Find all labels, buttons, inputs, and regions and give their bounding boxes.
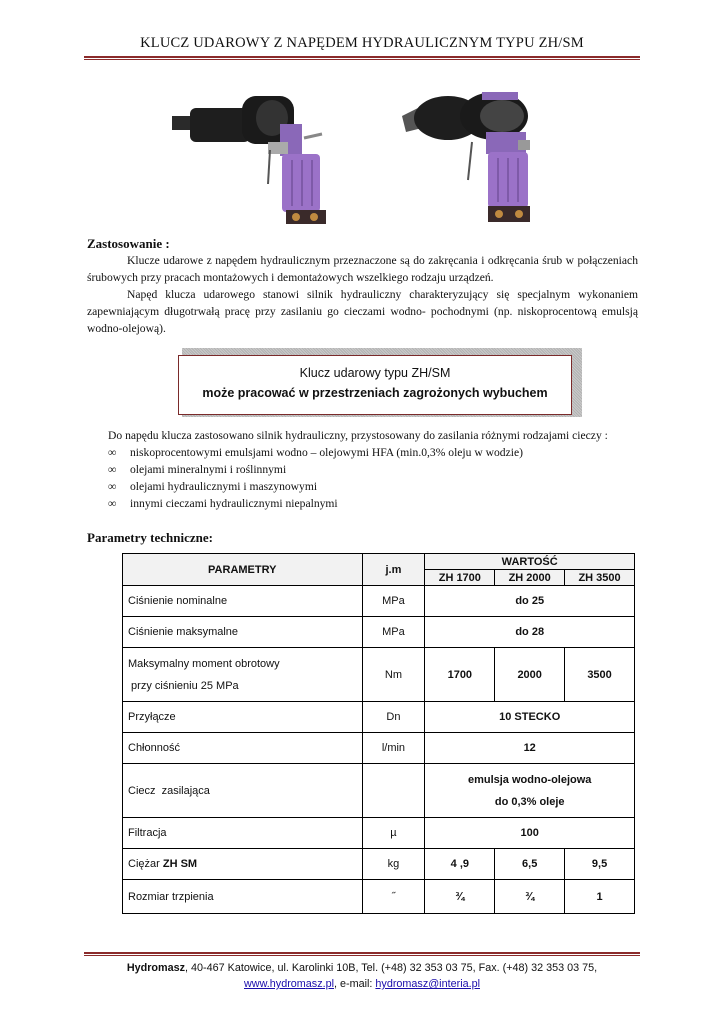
- param-unit: Nm: [362, 648, 425, 702]
- impact-wrench-perspective-image: [398, 88, 548, 228]
- bullet: ∞: [108, 446, 117, 459]
- param-name: Rozmiar trzpienia: [123, 880, 363, 914]
- bullet: ∞: [108, 497, 117, 510]
- footer-contact: www.hydromasz.pl, e-mail: hydromasz@interia.pl: [244, 978, 480, 990]
- param-value: 10 STECKO: [425, 702, 635, 733]
- param-unit: [362, 764, 425, 818]
- page-title: KLUCZ UDAROWY Z NAPĘDEM HYDRAULICZNYM TYPU ZH/SM: [140, 35, 584, 51]
- param-unit: µ: [362, 818, 425, 849]
- callout-line-2: może pracować w przestrzeniach zagrożonych wybuchem: [202, 386, 548, 400]
- footer-company: Hydromasz: [126, 962, 186, 974]
- list-item: ∞ olejami mineralnymi i roślinnymi: [108, 463, 287, 476]
- callout-box: [178, 355, 572, 415]
- table-row: [123, 818, 635, 849]
- param-value: 2000: [495, 648, 565, 702]
- param-unit: l/min: [362, 733, 425, 764]
- paragraph-text: Napęd klucza udarowego stanowi silnik hydrauliczny charakteryzujący się specjalnym wykonaniem zapewniającym długotrwałą pracę przy zasilaniu go cieczami wodno- pochodnymi (np. niskoprocentową emulsją wodno-olejową).: [87, 288, 638, 335]
- param-value: 9,5: [565, 849, 635, 880]
- header-rule-thin: [84, 59, 640, 60]
- param-value: 1700: [425, 648, 495, 702]
- param-value: 1: [565, 880, 635, 914]
- param-value: do 25: [425, 586, 635, 617]
- param-name: Maksymalny moment obrotowy przy ciśnieniu 25 MPa: [123, 648, 363, 702]
- footer-address: Hydromasz, 40-467 Katowice, ul. Karolinki 10B, Tel. (+48) 32 353 03 75, Fax. (+48) 32 353 03 75,: [126, 962, 598, 974]
- param-value: 12: [425, 733, 635, 764]
- param-value: 4 ,9: [425, 849, 495, 880]
- section-title-application: Zastosowanie :: [87, 236, 170, 251]
- footer-rule-thin: [84, 955, 640, 956]
- param-unit: kg: [362, 849, 425, 880]
- param-value: do 28: [425, 617, 635, 648]
- param-value: 6,5: [495, 849, 565, 880]
- param-name: Ciężar ZH SM: [123, 849, 363, 880]
- list-item: ∞ niskoprocentowymi emulsjami wodno – olejowymi HFA (min.0,3% oleju w wodzie): [108, 446, 523, 459]
- paragraph-application-2: [87, 286, 638, 337]
- param-unit: MPa: [362, 617, 425, 648]
- section-title-parameters: Parametry techniczne:: [87, 530, 213, 545]
- parameters-table: [122, 553, 635, 914]
- list-item: ∞ olejami hydraulicznymi i maszynowymi: [108, 480, 318, 493]
- table-row: [123, 764, 635, 818]
- param-value: ¾: [425, 880, 495, 914]
- param-name: Ciśnienie nominalne: [123, 586, 363, 617]
- header-rule: [84, 56, 640, 58]
- table-row: [123, 586, 635, 617]
- footer-rule: [84, 952, 640, 954]
- website-link[interactable]: www.hydromasz.pl: [244, 978, 335, 990]
- param-value: ¾: [495, 880, 565, 914]
- param-value: 3500: [565, 648, 635, 702]
- param-unit: ˝: [362, 880, 425, 914]
- param-name: Filtracja: [123, 818, 363, 849]
- paragraph-application-1: [87, 252, 638, 286]
- header-parameters: PARAMETRY: [123, 554, 363, 586]
- hose-connectors: [488, 206, 530, 222]
- email-link[interactable]: hydromasz@interia.pl: [375, 978, 480, 990]
- bullet: ∞: [108, 480, 117, 493]
- param-name: Przyłącze: [123, 702, 363, 733]
- paragraph-text: Klucze udarowe z napędem hydraulicznym przeznaczone są do zakręcania i odkręcania śrub w połączeniach śrubowych przy pracach montażowych i demontażowych wszelkiego rodzaju urządzeń.: [87, 254, 638, 284]
- param-name: Ciśnienie maksymalne: [123, 617, 363, 648]
- header-value: WARTOŚĆ: [425, 554, 635, 570]
- param-value: 100: [425, 818, 635, 849]
- table-row: [123, 849, 635, 880]
- table-row: [123, 702, 635, 733]
- header-model: ZH 2000: [495, 570, 565, 586]
- param-unit: MPa: [362, 586, 425, 617]
- fluids-intro: Do napędu klucza zastosowano silnik hydrauliczny, przystosowany do zasilania różnymi rodzajami cieczy :: [108, 429, 608, 442]
- param-name: Chłonność: [123, 733, 363, 764]
- header-model: ZH 3500: [565, 570, 635, 586]
- impact-wrench-side-image: [172, 88, 332, 230]
- table-row: [123, 648, 635, 702]
- param-value: emulsja wodno-olejowa do 0,3% oleje: [425, 764, 635, 818]
- table-row: [123, 733, 635, 764]
- header-model: ZH 1700: [425, 570, 495, 586]
- param-unit: Dn: [362, 702, 425, 733]
- bullet: ∞: [108, 463, 117, 476]
- table-row: [123, 880, 635, 914]
- param-name: Ciecz zasilająca: [123, 764, 363, 818]
- header-unit: j.m: [362, 554, 425, 586]
- list-item: ∞ innymi cieczami hydraulicznymi niepalnymi: [108, 497, 338, 510]
- table-row: [123, 617, 635, 648]
- callout-line-1: Klucz udarowy typu ZH/SM: [299, 366, 451, 380]
- hammer-housing: [190, 108, 250, 142]
